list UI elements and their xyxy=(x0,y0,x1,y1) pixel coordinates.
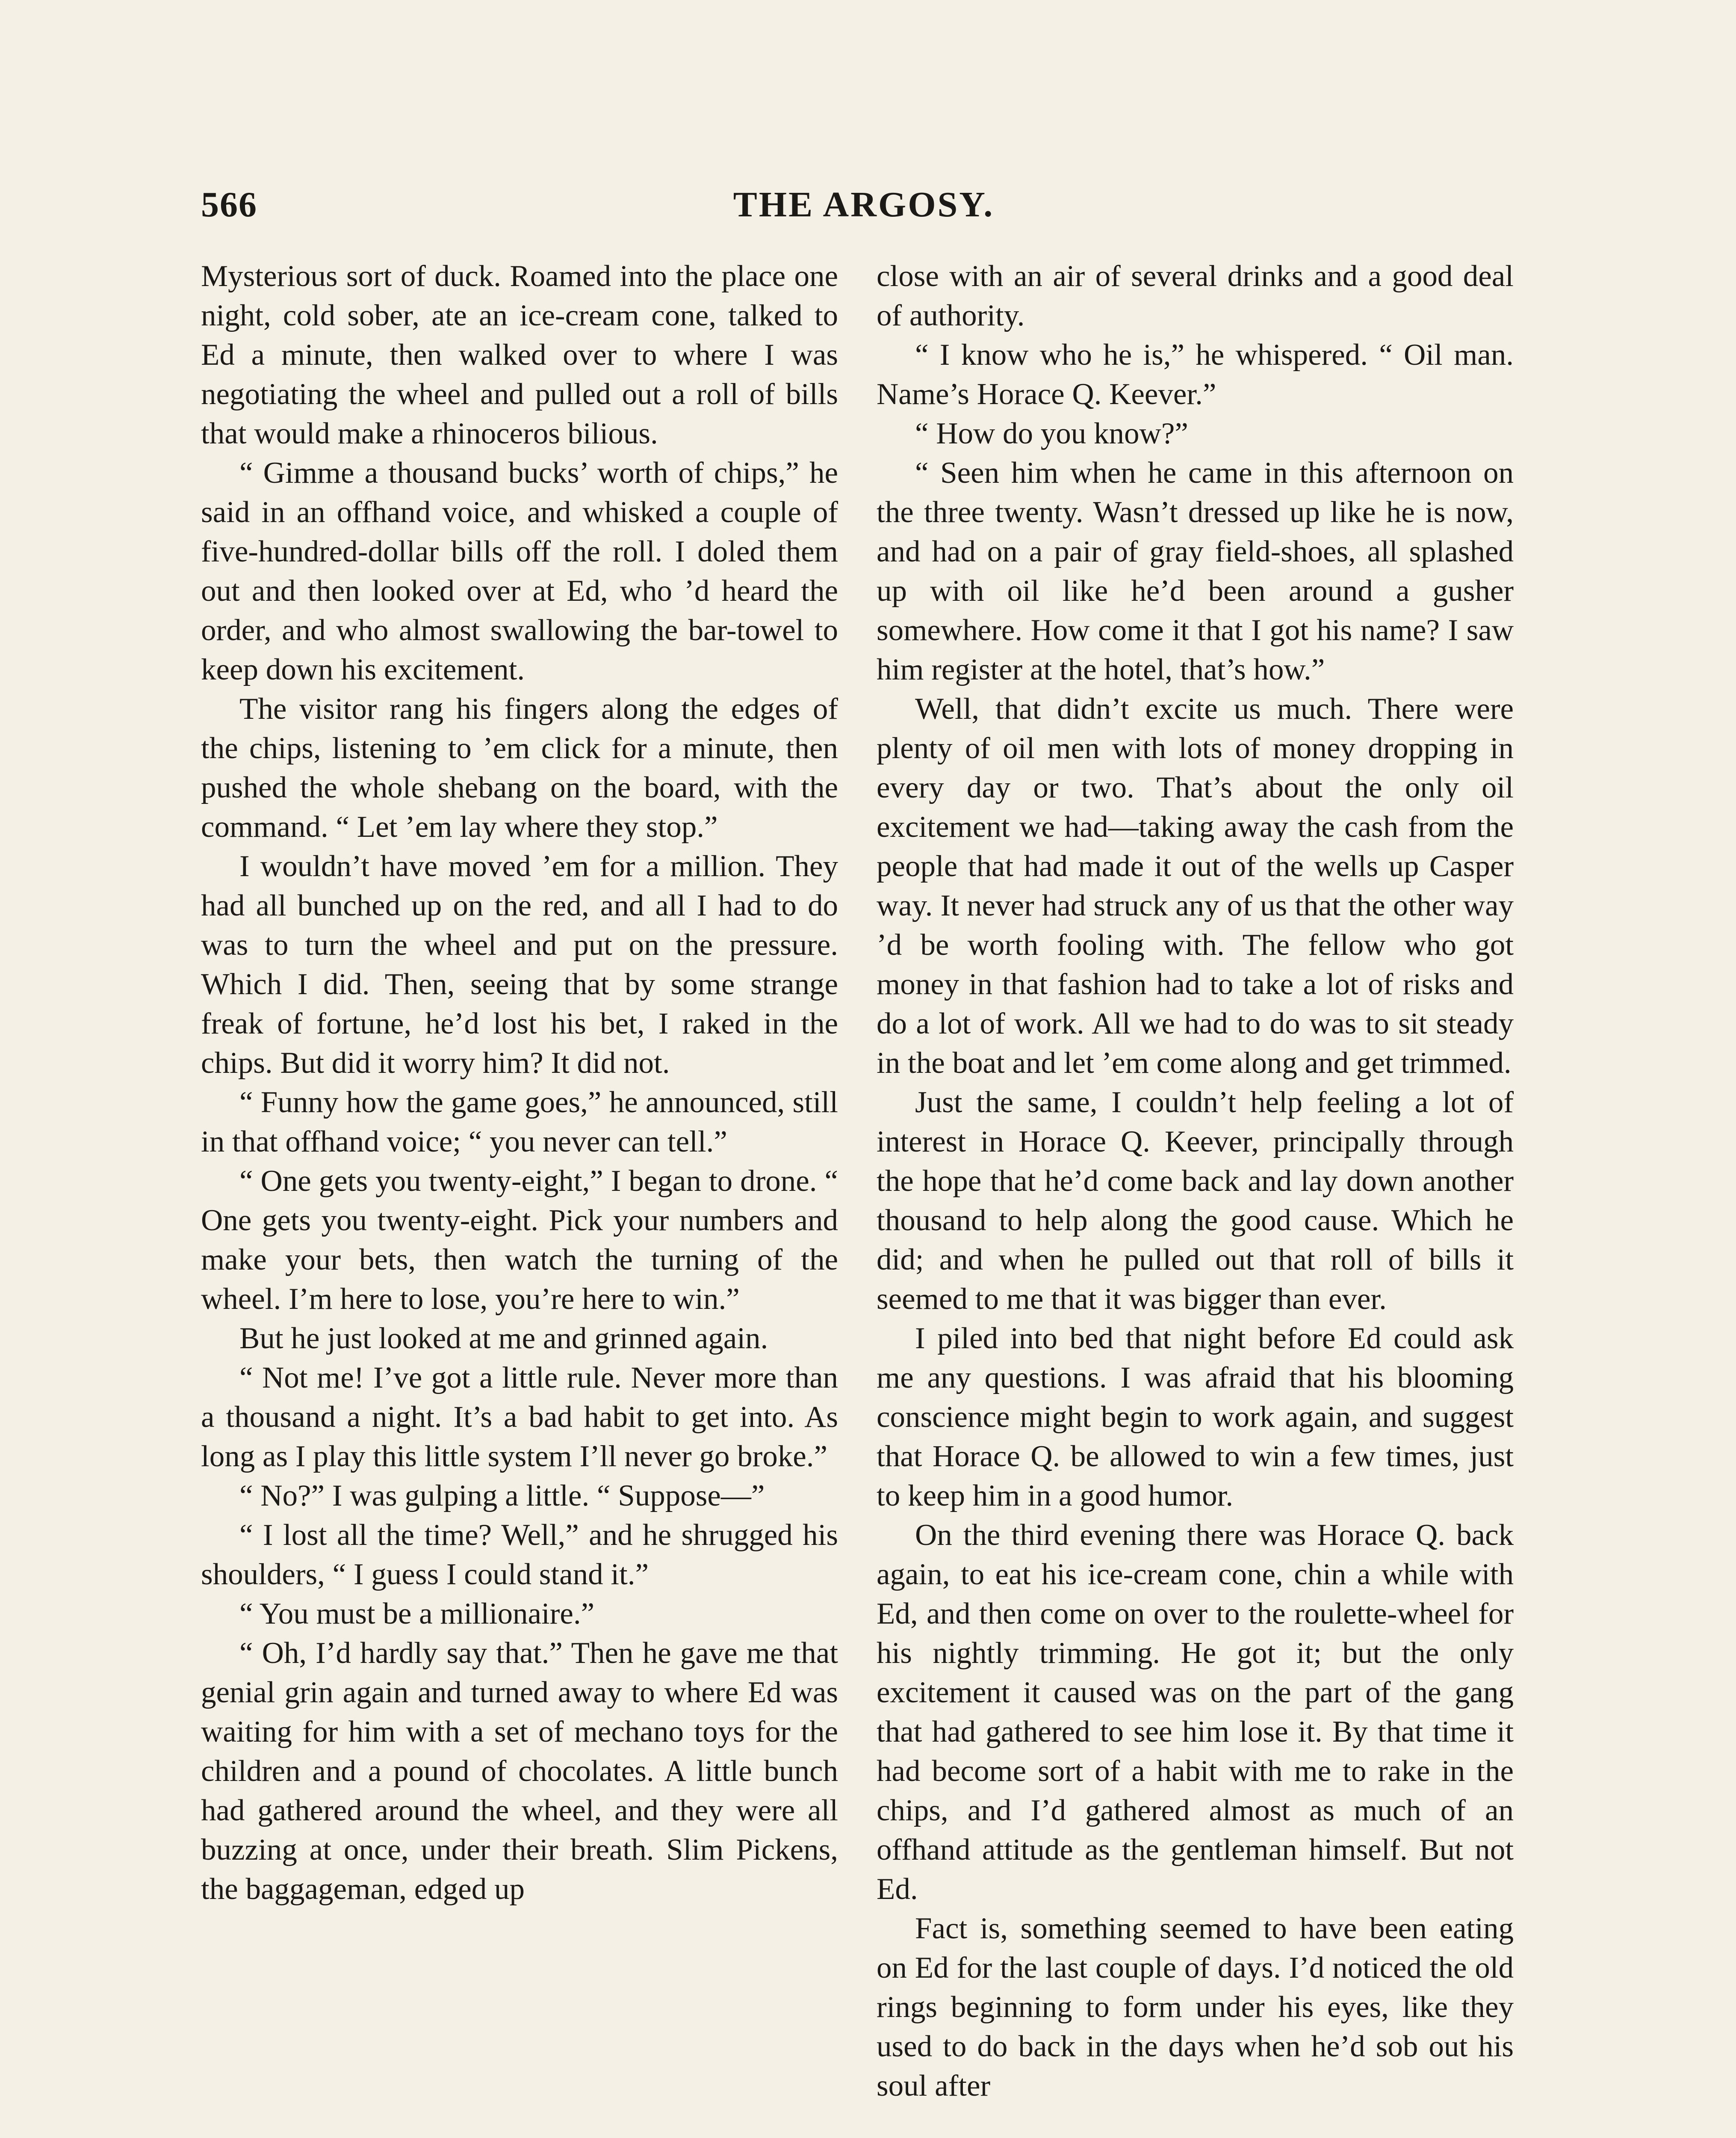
left-column xyxy=(201,257,838,2138)
paragraph: “ Funny how the game goes,” he announced, still in that offhand voice; “ you never can tell.” xyxy=(201,1086,838,1158)
paragraph: The visitor rang his fingers along the edges of the chips, listening to ’em click for a minute, then pushed the whole shebang on the board, with the command. “ Let ’em lay where they stop.” xyxy=(201,692,838,844)
paragraph: I wouldn’t have moved ’em for a million. They had all bunched up on the red, and all I had to do was to turn the wheel and put on the pressure. Which I did. Then, seeing that by some strange freak of fortune, he’d lost his bet, I raked in the chips. But did it worry him? It did not. xyxy=(201,850,838,1080)
paragraph: “ You must be a millionaire.” xyxy=(239,1597,595,1630)
paragraph: “ I lost all the time? Well,” and he shrugged his shoulders, “ I guess I could stand it.” xyxy=(201,1518,838,1591)
paragraph: Just the same, I couldn’t help feeling a lot of interest in Horace Q. Keever, principally through the hope that he’d come back and lay down another thousand to help along the good cause. Which he did; and when he pulled out that roll of bills it seemed to me that it was bigger than ever. xyxy=(877,1086,1514,1316)
paragraph: Mysterious sort of duck. Roamed into the place one night, cold sober, ate an ice-cream cone, talked to Ed a minute, then walked over to where I was negotiating the wheel and pulled out a roll of bills that would make a rhinoceros bilious. xyxy=(201,260,838,450)
paragraph: “ Seen him when he came in this afternoon on the three twenty. Wasn’t dressed up like he is now, and had on a pair of gray field-shoes, all splashed up with oil like he’d been around a gusher somewhere. How come it that I got his name? I saw him register at the hotel, that’s how.” xyxy=(877,456,1514,686)
paragraph: “ No?” I was gulping a little. “ Suppose—” xyxy=(239,1479,765,1512)
paragraph: Fact is, something seemed to have been eating on Ed for the last couple of days. I’d noticed the old rings beginning to form under his eyes, like they used to do back in the days when he’d sob out his soul after xyxy=(877,1912,1514,2103)
paragraph: “ Not me! I’ve got a little rule. Never more than a thousand a night. It’s a bad habit to get into. As long as I play this little system I’ll never go broke.” xyxy=(201,1361,838,1473)
paragraph: “ One gets you twenty-eight,” I began to drone. “ One gets you twenty-eight. Pick your numbers and make your bets, then watch the turning of the wheel. I’m here to lose, you’re here to win.” xyxy=(201,1164,838,1316)
paragraph: I piled into bed that night before Ed could ask me any questions. I was afraid that his blooming conscience might begin to work again, and suggest that Horace Q. be allowed to win a few times, just to keep him in a good humor. xyxy=(877,1322,1514,1512)
paragraph: “ Gimme a thousand bucks’ worth of chips,” he said in an offhand voice, and whisked a couple of five-hundred-dollar bills off the roll. I doled them out and then looked over at Ed, who ’d heard the order, and who almost swallowing the bar-towel to keep down his excitement. xyxy=(201,456,838,686)
paragraph: “ Oh, I’d hardly say that.” Then he gave me that genial grin again and turned away to where Ed was waiting for him with a set of mechano toys for the children and a pound of chocolates. A little bunch had gathered around the wheel, and they were all buzzing at once, under their breath. Slim Pickens, the baggageman, edged up xyxy=(201,1636,838,1906)
paragraph: close with an air of several drinks and a good deal of authority. xyxy=(877,260,1514,332)
paragraph: But he just looked at me and grinned again. xyxy=(239,1322,768,1355)
paragraph: “ I know who he is,” he whispered. “ Oil man. Name’s Horace Q. Keever.” xyxy=(877,338,1514,411)
paragraph: “ How do you know?” xyxy=(915,417,1188,450)
page-number: 566 xyxy=(201,185,257,224)
right-column xyxy=(877,257,1514,2138)
paragraph: On the third evening there was Horace Q. back again, to eat his ice-cream cone, chin a while with Ed, and then come on over to the roulette-wheel for his nightly trimming. He got it; but the only excitement it caused was on the part of the gang that had gathered to see him lose it. By that time it had become sort of a habit with me to rake in the chips, and I’d gathered almost as much of an offhand attitude as the gentleman himself. But not Ed. xyxy=(877,1518,1514,1906)
page-header xyxy=(201,184,1526,231)
paragraph: Well, that didn’t excite us much. There were plenty of oil men with lots of money dropping in every day or two. That’s about the only oil excitement we had—taking away the cash from the people that had made it out of the wells up Casper way. It never had struck any of us that the other way ’d be worth fooling with. The fellow who got money in that fashion had to take a lot of risks and do a lot of work. All we had to do was to sit steady in the boat and let ’em come along and get trimmed. xyxy=(877,692,1514,1080)
running-head: THE ARGOSY. xyxy=(733,185,995,224)
